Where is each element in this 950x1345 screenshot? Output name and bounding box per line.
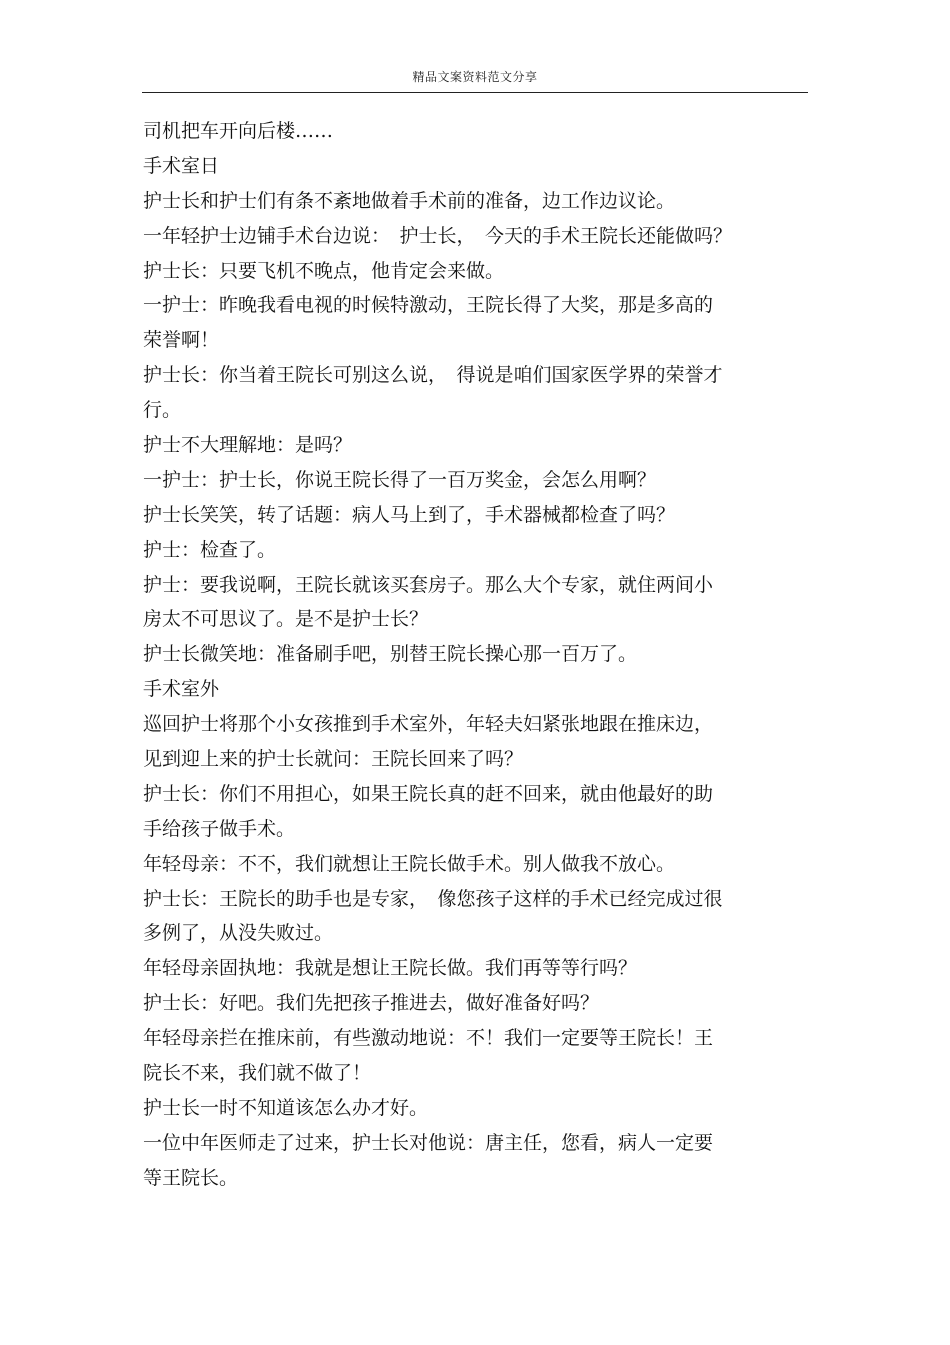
- text-line: 手术室日: [143, 154, 220, 177]
- header-title: 精品文案资料范文分享: [412, 70, 538, 84]
- text-line: 护士长笑笑，转了话题：病人马上到了，手术器械都检查了吗？: [143, 503, 676, 526]
- text-line: 房太不可思议了。是不是护士长？: [143, 608, 429, 631]
- text-line: 护士长：好吧。我们先把孩子推进去，做好准备好吗？: [143, 992, 600, 1015]
- page-header: [142, 58, 808, 93]
- text-line: 护士长：只要飞机不晚点，他肯定会来做。: [143, 259, 505, 282]
- text-line: 护士长一时不知道该怎么办才好。: [143, 1096, 429, 1119]
- text-line: 见到迎上来的护士长就问：王院长回来了吗？: [143, 748, 524, 771]
- text-line: 司机把车开向后楼……: [143, 120, 334, 142]
- text-line: 一护士：护士长，你说王院长得了一百万奖金，会怎么用啊？: [143, 468, 657, 491]
- text-line: 荣誉啊！: [143, 329, 220, 352]
- text-line: 一位中年医师走了过来，护士长对他说：唐主任，您看，病人一定要: [143, 1131, 714, 1154]
- text-line: 手术室外: [143, 678, 220, 701]
- text-line: 护士长微笑地：准备刷手吧，别替王院长操心那一百万了。: [143, 643, 638, 666]
- text-line: 护士：检查了。: [143, 538, 277, 561]
- text-line: 一护士：昨晚我看电视的时候特激动，王院长得了大奖，那是多高的: [143, 294, 714, 317]
- text-line: 护士长：你们不用担心，如果王院长真的赶不回来，就由他最好的助: [143, 782, 714, 805]
- text-line: 年轻母亲固执地：我就是想让王院长做。我们再等等行吗？: [143, 957, 638, 980]
- text-line: 年轻母亲：不不，我们就想让王院长做手术。别人做我不放心。: [143, 852, 676, 875]
- text-line: 等王院长。: [143, 1166, 239, 1189]
- text-line: 护士：要我说啊，王院长就该买套房子。那么大个专家，就住两间小: [143, 573, 714, 596]
- text-line: 护士不大理解地：是吗？: [143, 434, 353, 457]
- text-line: 多例了，从没失败过。: [143, 922, 334, 945]
- text-line: 护士长：你当着王院长可别这么说， 得说是咱们国家医学界的荣誉才: [143, 364, 723, 387]
- document-body: [143, 114, 798, 1196]
- text-line: 一年轻护士边铺手术台边说： 护士长， 今天的手术王院长还能做吗？: [143, 224, 733, 247]
- text-line: 院长不来，我们就不做了！: [143, 1062, 372, 1085]
- text-line: 行。: [143, 399, 182, 422]
- text-line: 护士长和护士们有条不紊地做着手术前的准备，边工作边议论。: [143, 189, 676, 212]
- text-line: 巡回护士将那个小女孩推到手术室外，年轻夫妇紧张地跟在推床边，: [143, 713, 714, 736]
- text-line: 护士长：王院长的助手也是专家， 像您孩子这样的手术已经完成过很: [143, 887, 723, 910]
- text-line: 手给孩子做手术。: [143, 817, 296, 840]
- text-line: 年轻母亲拦在推床前，有些激动地说：不！我们一定要等王院长！王: [143, 1027, 714, 1050]
